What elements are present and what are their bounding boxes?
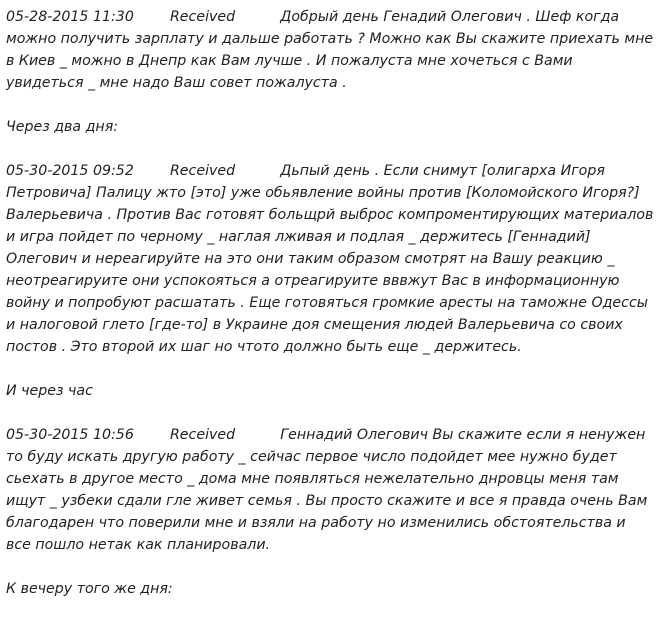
message-status: Received <box>169 9 236 25</box>
message-2 <box>6 160 658 358</box>
message-1 <box>6 6 658 94</box>
message-status: Received <box>169 427 236 443</box>
message-timestamp: 05-30-2015 10:56 <box>6 427 134 443</box>
message-3 <box>6 424 654 556</box>
message-text: Геннадий Олегович Вы скажите если я ненужен то буду искать другую работу _ сейчас первое число подойдет мее нужно будет сьехать в другое место _ дома мне появляться нежелательно днровцы меня там ищут _ узбеки сдали гле живет семья . Вы просто скажите и все я правда очень Вам благодарен что поверили мне и взяли на работу но изменились обстоятельства и все пошло нетак как планировали. <box>6 427 652 553</box>
interval-note-1: Через два дня: <box>6 119 119 135</box>
document <box>6 6 658 622</box>
message-status: Received <box>169 163 236 179</box>
interval-note-2: И через час <box>6 383 93 399</box>
interval-note-3: К вечеру того же дня: <box>6 581 173 597</box>
message-text: Добрый день Генадий Олегович . Шеф когда можно получить зарплату и дальше работать ? Можно как Вы скажите приехать мне в Киев _ можно в Днепр как Вам лучше . И пожалуста мне хочеться с Вами увидеться _ мне надо Ваш совет пожалуста . <box>6 9 658 91</box>
message-timestamp: 05-28-2015 11:30 <box>6 9 134 25</box>
message-text: Дьпый день . Если снимут [олигарха Игоря Петровича] Палицу жто [это] уже обьявление войны против [Коломойского Игоря?] Валерьевича . Против Вас готовят больщрй выброс компроментирующих материалов и игра пойдет по черному _ наглая лживая и подлая _ держитесь [Геннадий] Олегович и нереагируйте на это они таким образом смотрят на Вашу реакцию _ неотреагируите они успокояться а отреагируите вввжут Вас в информационную войну и попробуют расшатать . Еще готовяться громкие аресты на таможне Одессы и налоговой глето [где-то] в Украине доя смещения людей Валерьевича со своих постов . Это второй их шаг но чтото должно быть еще _ держитесь. <box>6 163 658 355</box>
message-timestamp: 05-30-2015 09:52 <box>6 163 134 179</box>
